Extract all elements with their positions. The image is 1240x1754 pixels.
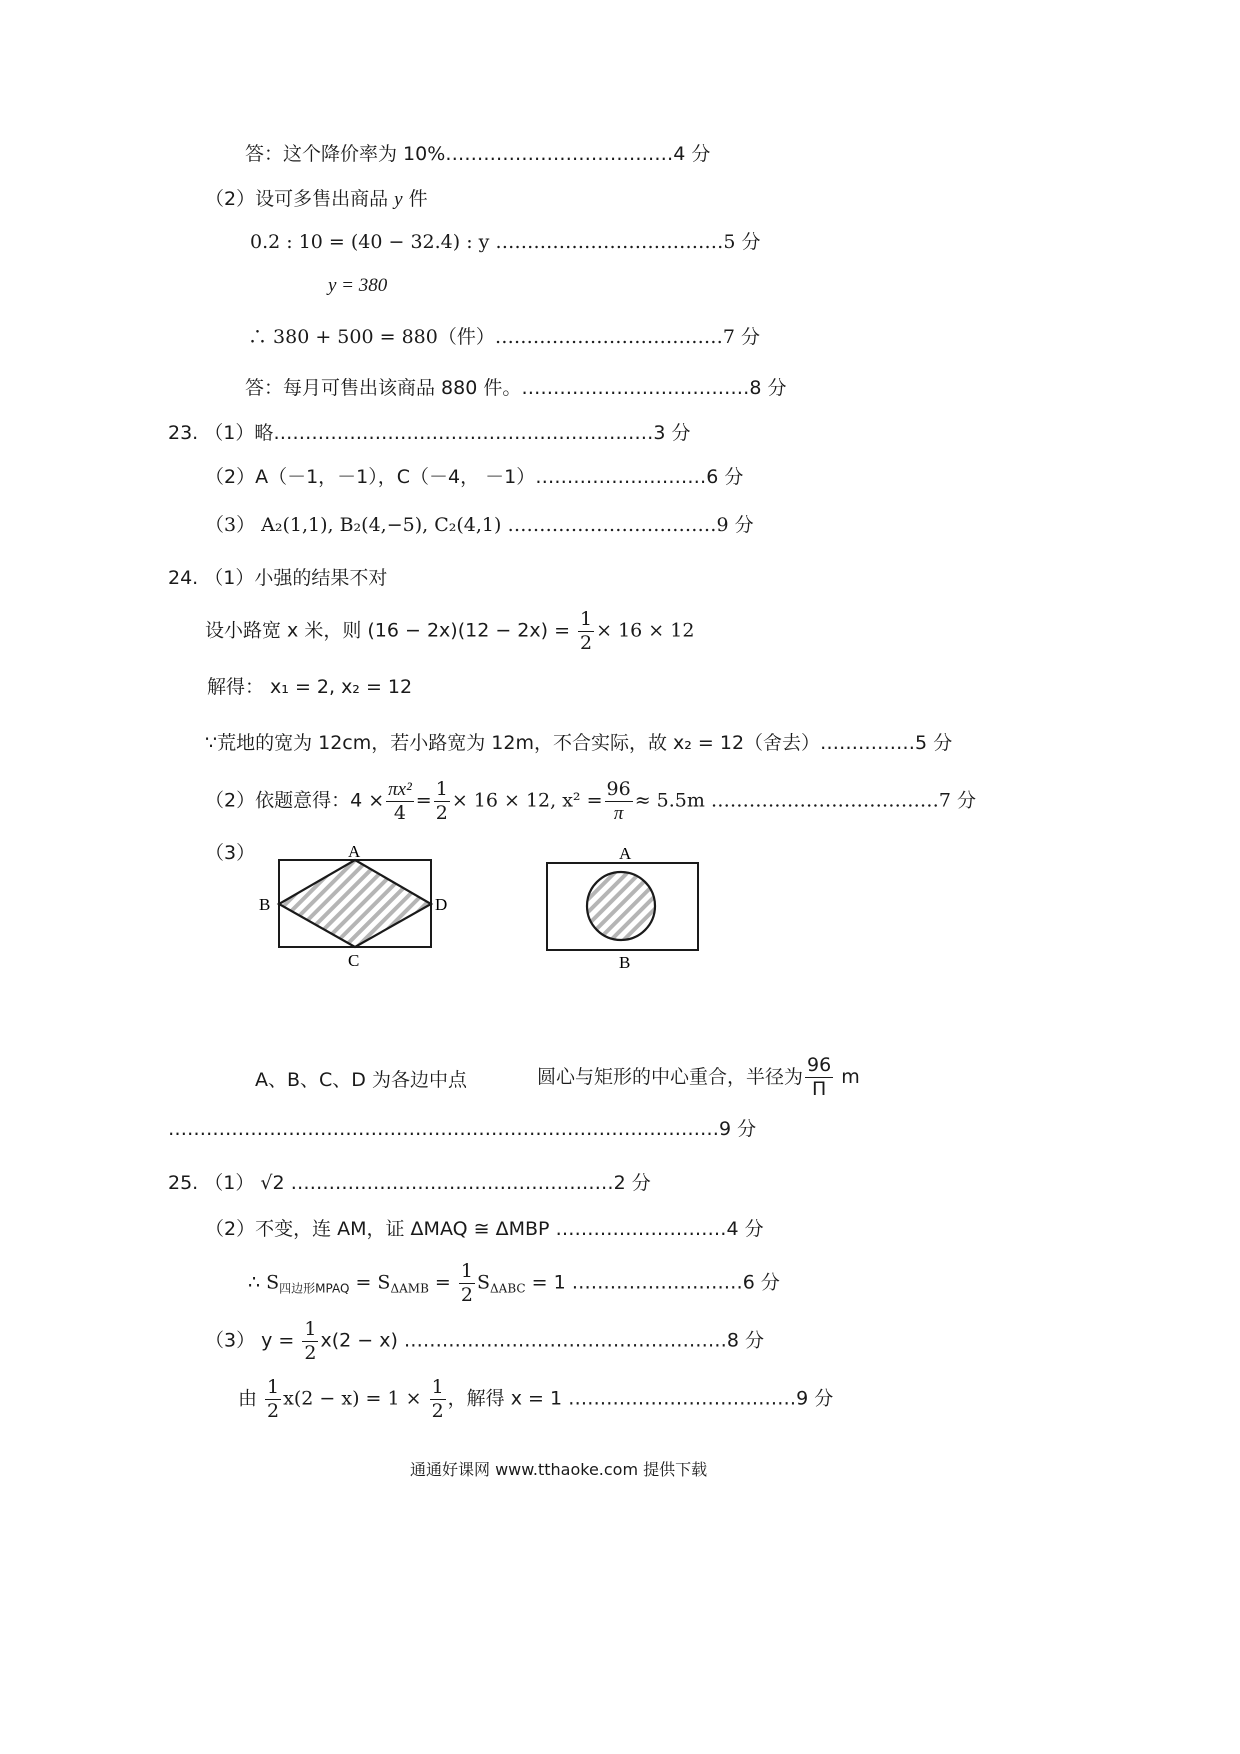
q25-p3-prefix: （3） y = xyxy=(205,1329,301,1352)
q25-part2: （2）不变，连 AM，证 ΔMAQ ≅ ΔMBP ………………………4 分 xyxy=(205,1218,764,1240)
fraction-denominator: Π xyxy=(811,1078,827,1100)
q25-fraction-half xyxy=(459,1262,475,1305)
fig2-caption-text: 圆心与矩形的中心重合，半径为 xyxy=(537,1066,804,1088)
q25-solve xyxy=(238,1378,833,1421)
fraction-numerator: 1 xyxy=(267,1376,280,1398)
fig2-label-a: A xyxy=(619,844,632,863)
q25-solve-fraction-1 xyxy=(265,1378,281,1421)
q25-solve-prefix: 由 xyxy=(238,1387,264,1410)
fraction-numerator: 96 xyxy=(807,1054,832,1076)
fig2-label-b: B xyxy=(619,953,631,972)
fraction-numerator: 96 xyxy=(606,778,631,800)
circle-figure xyxy=(530,840,720,980)
q22-answer-rate: 答：这个降价率为 10%………………………………4 分 xyxy=(245,143,711,165)
fig2-circle xyxy=(587,872,655,940)
fraction-numerator: 1 xyxy=(304,1318,317,1340)
q25-subscript-abc: ΔABC xyxy=(490,1281,526,1296)
q24-p2-prefix: （2）依题意得：4 × xyxy=(205,789,385,812)
fig1-rhombus xyxy=(279,860,431,947)
q25-solve-result: ，解得 x = 1 ………………………………9 分 xyxy=(447,1387,834,1410)
page-footer: 通通好课网 www.tthaoke.com 提供下载 xyxy=(410,1460,708,1479)
q25-subscript-amb: ΔAMB xyxy=(390,1281,429,1296)
q22-answer-total: 答：每月可售出该商品 880 件。………………………………8 分 xyxy=(245,377,787,399)
fraction-denominator: 2 xyxy=(267,1400,280,1422)
q25-solve-mid: x(2 − x) = 1 × xyxy=(283,1387,428,1410)
fraction-numerator: 1 xyxy=(460,1260,473,1282)
q22-part2-unit: 件 xyxy=(402,188,428,210)
fig2-caption-fraction xyxy=(805,1056,833,1099)
fraction-denominator: 2 xyxy=(580,632,593,654)
fraction-denominator: 4 xyxy=(393,802,407,824)
q25-area-relation xyxy=(248,1262,780,1305)
fraction-numerator: πx² xyxy=(388,779,412,800)
fig2-caption-unit: m xyxy=(835,1066,860,1088)
q24-fraction-pi-x2 xyxy=(386,780,414,823)
q25-s-symbol: ∴ S xyxy=(248,1271,280,1294)
q24-fraction-half-2 xyxy=(434,780,450,823)
q24-part3-score: ……………………………………………………………………………9 分 xyxy=(168,1118,757,1140)
q24-part2 xyxy=(205,780,976,823)
q22-y-value: y = 380 xyxy=(328,275,388,296)
q25-subscript-quad: 四边形MPAQ xyxy=(279,1281,350,1296)
q24-part1: 24. （1）小强的结果不对 xyxy=(168,567,388,589)
q23-part3: （3） A₂(1,1), B₂(4,−5), C₂(4,1) ……………………………9 分 xyxy=(205,514,754,536)
rhombus-figure xyxy=(250,835,470,975)
q22-part2-setup xyxy=(205,188,428,212)
q25-p3-fraction xyxy=(302,1320,318,1363)
q24-fraction-96-pi xyxy=(605,780,633,823)
q25-part3-function xyxy=(205,1320,764,1363)
fig1-label-a: A xyxy=(348,842,361,861)
q24-p2-eq: = xyxy=(415,789,432,812)
q25-p3-expr: x(2 − x) ……………………………………………8 分 xyxy=(320,1329,765,1352)
q25-eq-s: = S xyxy=(349,1271,391,1294)
q24-part3-label: （3） xyxy=(205,842,256,864)
q25-s-symbol-2: S xyxy=(476,1271,491,1294)
q24-solution: 解得： x₁ = 2, x₂ = 12 xyxy=(207,676,413,698)
q24-eq-rhs: × 16 × 12 xyxy=(596,619,695,642)
q22-proportion: 0.2 : 10 = (40 − 32.4) : y ………………………………5 分 xyxy=(250,231,761,253)
fraction-numerator: 1 xyxy=(580,608,593,630)
fig1-label-d: D xyxy=(435,895,448,914)
fraction-denominator: 2 xyxy=(304,1342,317,1364)
fig2-caption xyxy=(537,1056,860,1099)
fig1-caption: A、B、C、D 为各边中点 xyxy=(255,1069,467,1091)
fraction-denominator: 2 xyxy=(435,802,448,824)
q22-part2-text: （2）设可多售出商品 xyxy=(205,188,395,210)
q24-eq-lhs: 设小路宽 x 米，则 (16 − 2x)(12 − 2x) = xyxy=(205,619,577,642)
fraction-numerator: 1 xyxy=(435,778,448,800)
fig1-label-c: C xyxy=(348,951,360,970)
q24-p2-result: ≈ 5.5m ………………………………7 分 xyxy=(634,789,977,812)
q25-part1: 25. （1） √2 ……………………………………………2 分 xyxy=(168,1172,651,1194)
q25-solve-fraction-2 xyxy=(430,1378,446,1421)
q22-total: ∴ 380 + 500 = 880（件）………………………………7 分 xyxy=(248,326,760,348)
q25-eq: = xyxy=(428,1271,457,1294)
fraction-denominator: 2 xyxy=(460,1284,473,1306)
q23-part1: 23. （1）略……………………………………………………3 分 xyxy=(168,422,691,444)
q23-part2: （2）A（－1，－1），C（－4， －1）………………………6 分 xyxy=(205,466,744,488)
q22-var-y: y xyxy=(394,189,403,210)
q25-area-result: = 1 ………………………6 分 xyxy=(525,1271,780,1294)
q24-reject-note: ∵荒地的宽为 12cm，若小路宽为 12m，不合实际，故 x₂ = 12（舍去）……………5 分 xyxy=(205,732,953,754)
fraction-denominator: 2 xyxy=(431,1400,444,1422)
fraction-denominator: π xyxy=(613,803,624,824)
fig1-label-b: B xyxy=(259,895,271,914)
q24-p2-mid: × 16 × 12, x² = xyxy=(451,789,603,812)
q24-fraction-half xyxy=(578,610,594,653)
q24-equation xyxy=(205,610,694,653)
fraction-numerator: 1 xyxy=(431,1376,444,1398)
